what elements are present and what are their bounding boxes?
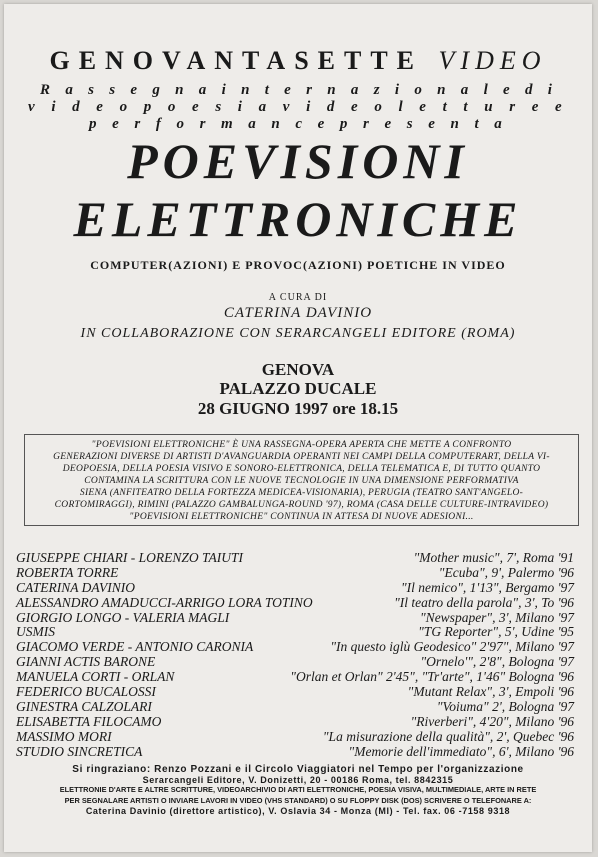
list-item (16, 580, 574, 595)
work-info: "La misurazione della qualità", 2', Quebec '96 (322, 728, 574, 744)
spread-line-2: v i d e o p o e s i a v i d e o l e t t u r e e (28, 99, 562, 115)
artist-name: GIACOMO VERDE - ANTONIO CARONIA (16, 639, 254, 655)
footer-archive: ELETTRONIE D'ARTE E ALTRE SCRITTURE, VIDEOARCHIVIO DI ARTI ELETTRONICHE, POESIA VISIVA, MULTIMEDIALE, ARTE IN RETE (59, 785, 537, 794)
work-info: "In questo iglù Geodesico" 2'97", Milano '97 (330, 639, 574, 655)
list-item (16, 729, 574, 744)
footer-contact: Caterina Davinio (direttore artistico), V. Oslavia 34 - Monza (MI) - Tel. fax. 06 -7158 9318 (85, 806, 511, 816)
collaboration-note: IN COLLABORAZIONE CON SERARCANGELI EDITORE (ROMA) (80, 326, 516, 341)
series-name: GENOVANTASETTE (49, 46, 424, 75)
artist-name: USMIS (16, 624, 55, 640)
artist-name: ELISABETTA FILOCAMO (16, 713, 162, 729)
series-video: VIDEO (438, 46, 547, 75)
work-info: "Memorie dell'immediato", 6', Milano '96 (348, 743, 574, 759)
work-info: "Mother music", 7', Roma '91 (413, 550, 574, 565)
artist-name: GINESTRA CALZOLARI (16, 698, 152, 714)
list-item (16, 565, 574, 580)
work-info: "Ecuba", 9', Palermo '96 (438, 564, 574, 580)
footer-publisher: Serarcangeli Editore, V. Donizetti, 20 - 00186 Roma, tel. 8842315 (142, 775, 454, 785)
event-date: 28 GIUGNO 1997 ore 18.15 (197, 399, 399, 418)
curator-label: A CURA DI (268, 292, 328, 303)
artist-name: GIORGIO LONGO - VALERIA MAGLI (16, 609, 230, 625)
main-title-line-2: ELETTRONICHE (73, 191, 523, 247)
list-item (16, 654, 574, 669)
list-item (16, 610, 574, 625)
list-item (16, 669, 574, 684)
artist-name: ALESSANDRO AMADUCCI-ARRIGO LORA TOTINO (16, 594, 313, 610)
work-info: "Orlan et Orlan" 2'45", "Tr'arte", 1'46" Bologna '96 (290, 669, 574, 685)
poster-sheet (4, 4, 592, 852)
artist-name: CATERINA DAVINIO (16, 579, 135, 595)
venue-city: GENOVA (261, 360, 335, 379)
series-heading (4, 46, 592, 76)
description-line: "POEVISIONI ELETTRONICHE" CONTINUA IN ATTESA DI NUOVE ADESIONI... (129, 512, 474, 522)
spread-line-1: R a s s e g n a i n t e r n a z i o n a l e d i (40, 82, 552, 98)
list-item (16, 684, 574, 699)
work-info: "Il teatro della parola", 3', To '96 (394, 594, 574, 610)
work-info: "TG Reporter", 5', Udine '95 (418, 624, 574, 640)
main-title-line-1: POEVISIONI (127, 133, 469, 189)
footer-submissions: PER SEGNALARE ARTISTI O INVIARE LAVORI IN VIDEO (VHS STANDARD) O SU FLOPPY DISK (DOS) SCRIVERE O TELEFONARE A: (64, 796, 532, 805)
artist-name: STUDIO SINCRETICA (16, 743, 143, 759)
list-item (16, 714, 574, 729)
artist-name: MASSIMO MORI (16, 728, 112, 744)
work-info: "Mutant Relax", 3', Empoli '96 (407, 684, 574, 700)
works-list (16, 550, 574, 758)
work-info: "Voiuma" 2', Bologna '97 (436, 698, 574, 714)
list-item (16, 744, 574, 759)
artist-name: ROBERTA TORRE (16, 564, 119, 580)
description-line: SIENA (ANFITEATRO DELLA FORTEZZA MEDICEA-VISIONARIA), PERUGIA (TEATRO SANT'ANGELO- (79, 488, 524, 498)
spread-line-3: p e r f o r m a n c e p r e s e n t a (89, 116, 502, 132)
description-line: "POEVISIONI ELETTRONICHE" È UNA RASSEGNA-OPERA APERTA CHE METTE A CONFRONTO (91, 440, 512, 450)
description-line: DEOPOESIA, DELLA POESIA VISIVO E SONORO-ELETTRONICA, DELLA TELEMATICA E, DI TUTTO QUANTO (62, 464, 541, 474)
description-line: CONTAMINA LA SCRITTURA CON LE NUOVE TECNOLOGIE IN UNA DIMENSIONE PERFORMATIVA (84, 476, 519, 486)
artist-name: GIANNI ACTIS BARONE (16, 654, 156, 670)
list-item (16, 595, 574, 610)
footer-thanks: Si ringraziano: Renzo Pozzani e il Circolo Viaggiatori nel Tempo per l'organizzazione (72, 764, 524, 775)
list-item (16, 624, 574, 639)
curator-name: CATERINA DAVINIO (223, 305, 373, 321)
list-item (16, 550, 574, 565)
subtitle: COMPUTER(AZIONI) E PROVOC(AZIONI) POETICHE IN VIDEO (90, 258, 506, 272)
work-info: "Newspaper", 3', Milano '97 (420, 609, 574, 625)
list-item (16, 699, 574, 714)
artist-name: FEDERICO BUCALOSSI (16, 684, 156, 700)
artist-name: GIUSEPPE CHIARI - LORENZO TAIUTI (16, 550, 243, 565)
description-box (24, 434, 579, 526)
description-line: CORTOMIRAGGI), RIMINI (PALAZZO GAMBALUNGA-ROUND '97), ROMA (CASA DELLE CULTURE-INTRAVIDEO) (54, 500, 549, 510)
description-line: GENERAZIONI DIVERSE DI ARTISTI D'AVANGUARDIA OPERANTI NEI CAMPI DELLA COMPUTERART, DELLA VI- (53, 452, 550, 462)
venue-place: PALAZZO DUCALE (219, 379, 377, 398)
work-info: "Ornelo'", 2'8", Bologna '97 (420, 654, 574, 670)
work-info: "Il nemico", 1'13", Bergamo '97 (400, 579, 574, 595)
work-info: "Riverberi", 4'20", Milano '96 (410, 713, 574, 729)
artist-name: MANUELA CORTI - ORLAN (16, 669, 175, 685)
list-item (16, 639, 574, 654)
